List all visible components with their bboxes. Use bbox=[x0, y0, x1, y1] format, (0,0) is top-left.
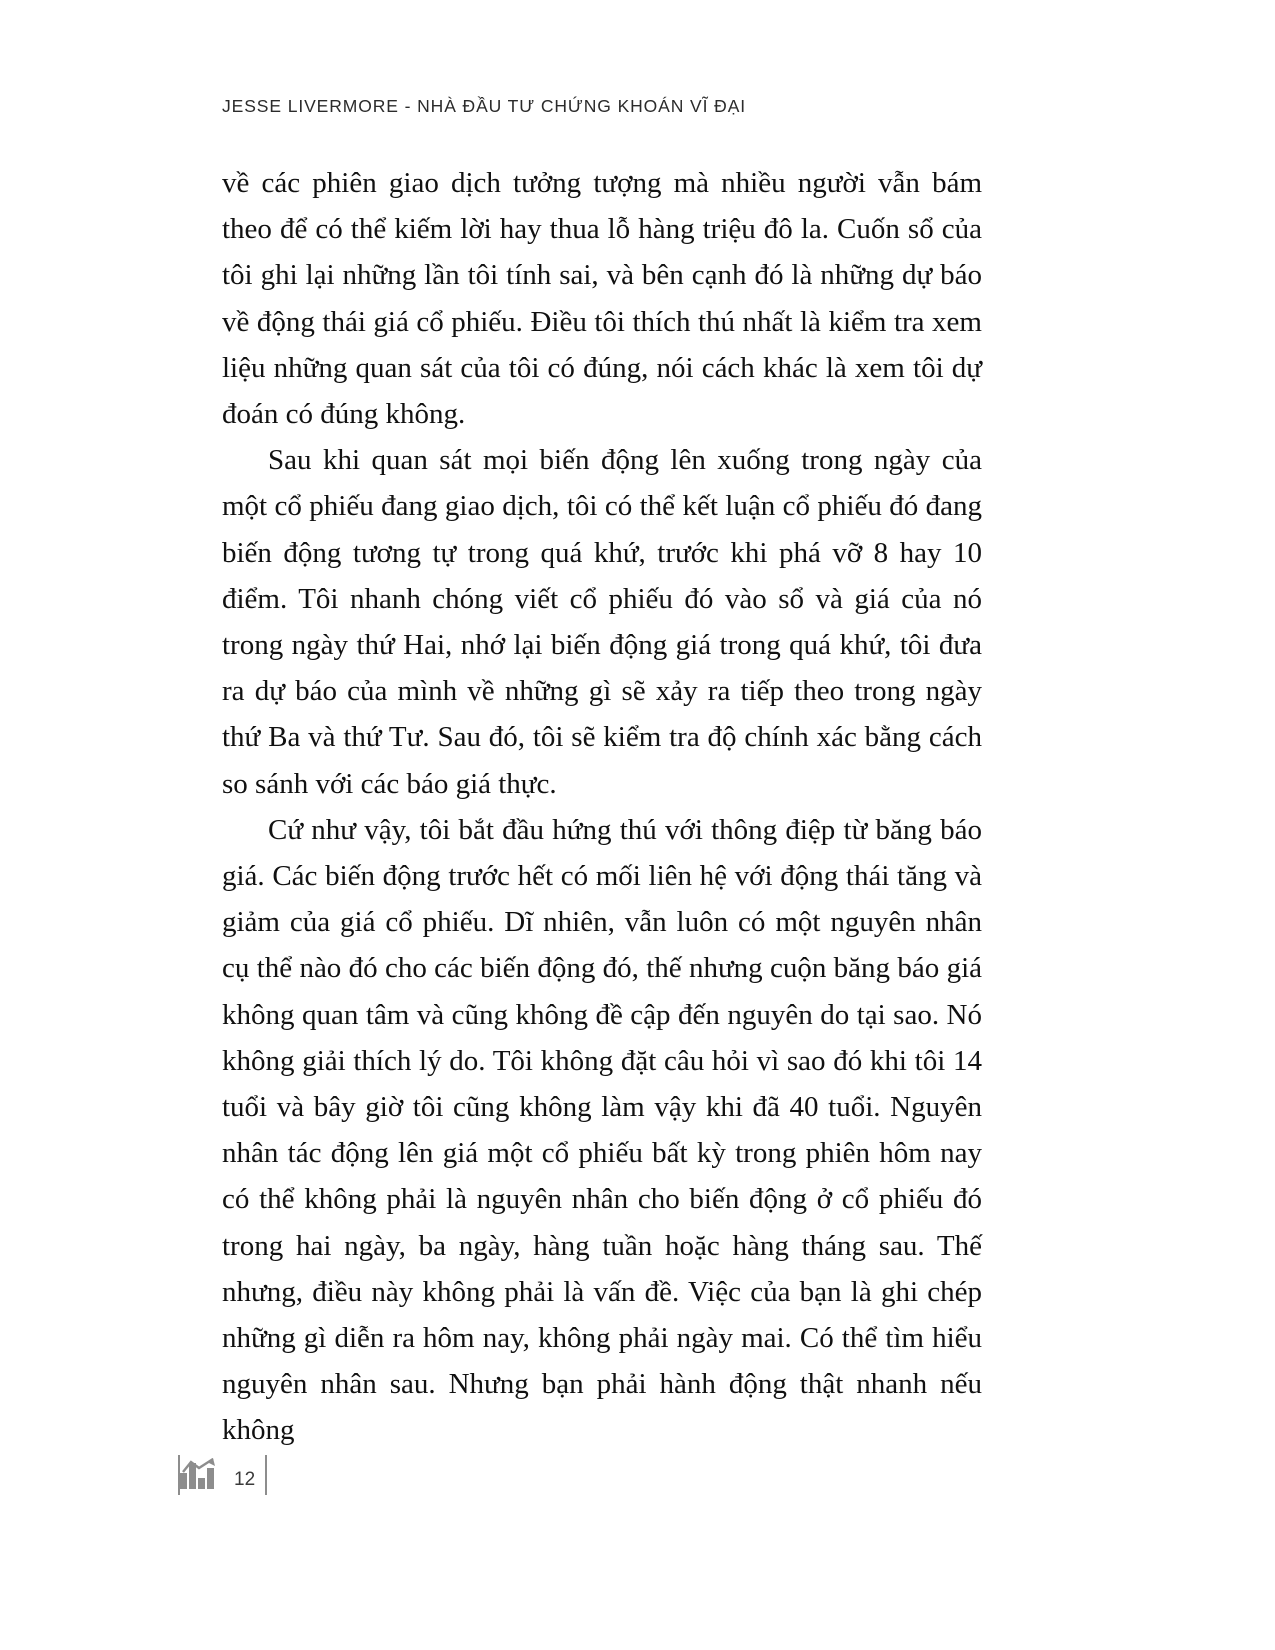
page-number: 12 bbox=[234, 1469, 256, 1490]
paragraph-3: Cứ như vậy, tôi bắt đầu hứng thú với thông điệp từ băng báo giá. Các biến động trước hết có mối liên hệ với động thái tăng và giảm của giá cổ phiếu. Dĩ nhiên, vẫn luôn có một nguyên nhân cụ thể nào đó cho các biến động đó, thế nhưng cuộn băng báo giá không quan tâm và cũng không đề cập đến nguyên do tại sao. Nó không giải thích lý do. Tôi không đặt câu hỏi vì sao đó khi tôi 14 tuổi và bây giờ tôi cũng không làm vậy khi đã 40 tuổi. Nguyên nhân tác động lên giá một cổ phiếu bất kỳ trong phiên hôm nay có thể không phải là nguyên nhân cho biến động ở cổ phiếu đó trong hai ngày, ba ngày, hàng tuần hoặc hàng tháng sau. Thế nhưng, điều này không phải là vấn đề. Việc của bạn là ghi chép những gì diễn ra hôm nay, không phải ngày mai. Có thể tìm hiểu nguyên nhân sau. Nhưng bạn phải hành động thật nhanh nếu không bbox=[222, 813, 982, 1447]
running-head: JESSE LIVERMORE - NHÀ ĐẦU TƯ CHỨNG KHOÁN VĨ ĐẠI bbox=[222, 96, 747, 116]
page-footer bbox=[178, 1455, 267, 1495]
chart-bars-icon bbox=[178, 1455, 224, 1495]
paragraph-1: về các phiên giao dịch tưởng tượng mà nhiều người vẫn bám theo để có thể kiếm lời hay thua lỗ hàng triệu đô la. Cuốn sổ của tôi ghi lại những lần tôi tính sai, và bên cạnh đó là những dự báo về động thái giá cổ phiếu. Điều tôi thích thú nhất là kiểm tra xem liệu những quan sát của tôi có đúng, nói cách khác là xem tôi dự đoán có đúng không. bbox=[222, 167, 982, 431]
body-text-column bbox=[222, 160, 982, 1454]
folio-divider bbox=[265, 1455, 267, 1495]
trend-arrow-icon bbox=[182, 1457, 216, 1475]
paragraph-2: Sau khi quan sát mọi biến động lên xuống trong ngày của một cổ phiếu đang giao dịch, tôi có thể kết luận cổ phiếu đó đang biến động tương tự trong quá khứ, trước khi phá vỡ 8 hay 10 điểm. Tôi nhanh chóng viết cổ phiếu đó vào sổ và giá của nó trong ngày thứ Hai, nhớ lại biến động giá trong quá khứ, tôi đưa ra dự báo của mình về những gì sẽ xảy ra tiếp theo trong ngày thứ Ba và thứ Tư. Sau đó, tôi sẽ kiểm tra độ chính xác bằng cách so sánh với các báo giá thực. bbox=[222, 444, 982, 800]
